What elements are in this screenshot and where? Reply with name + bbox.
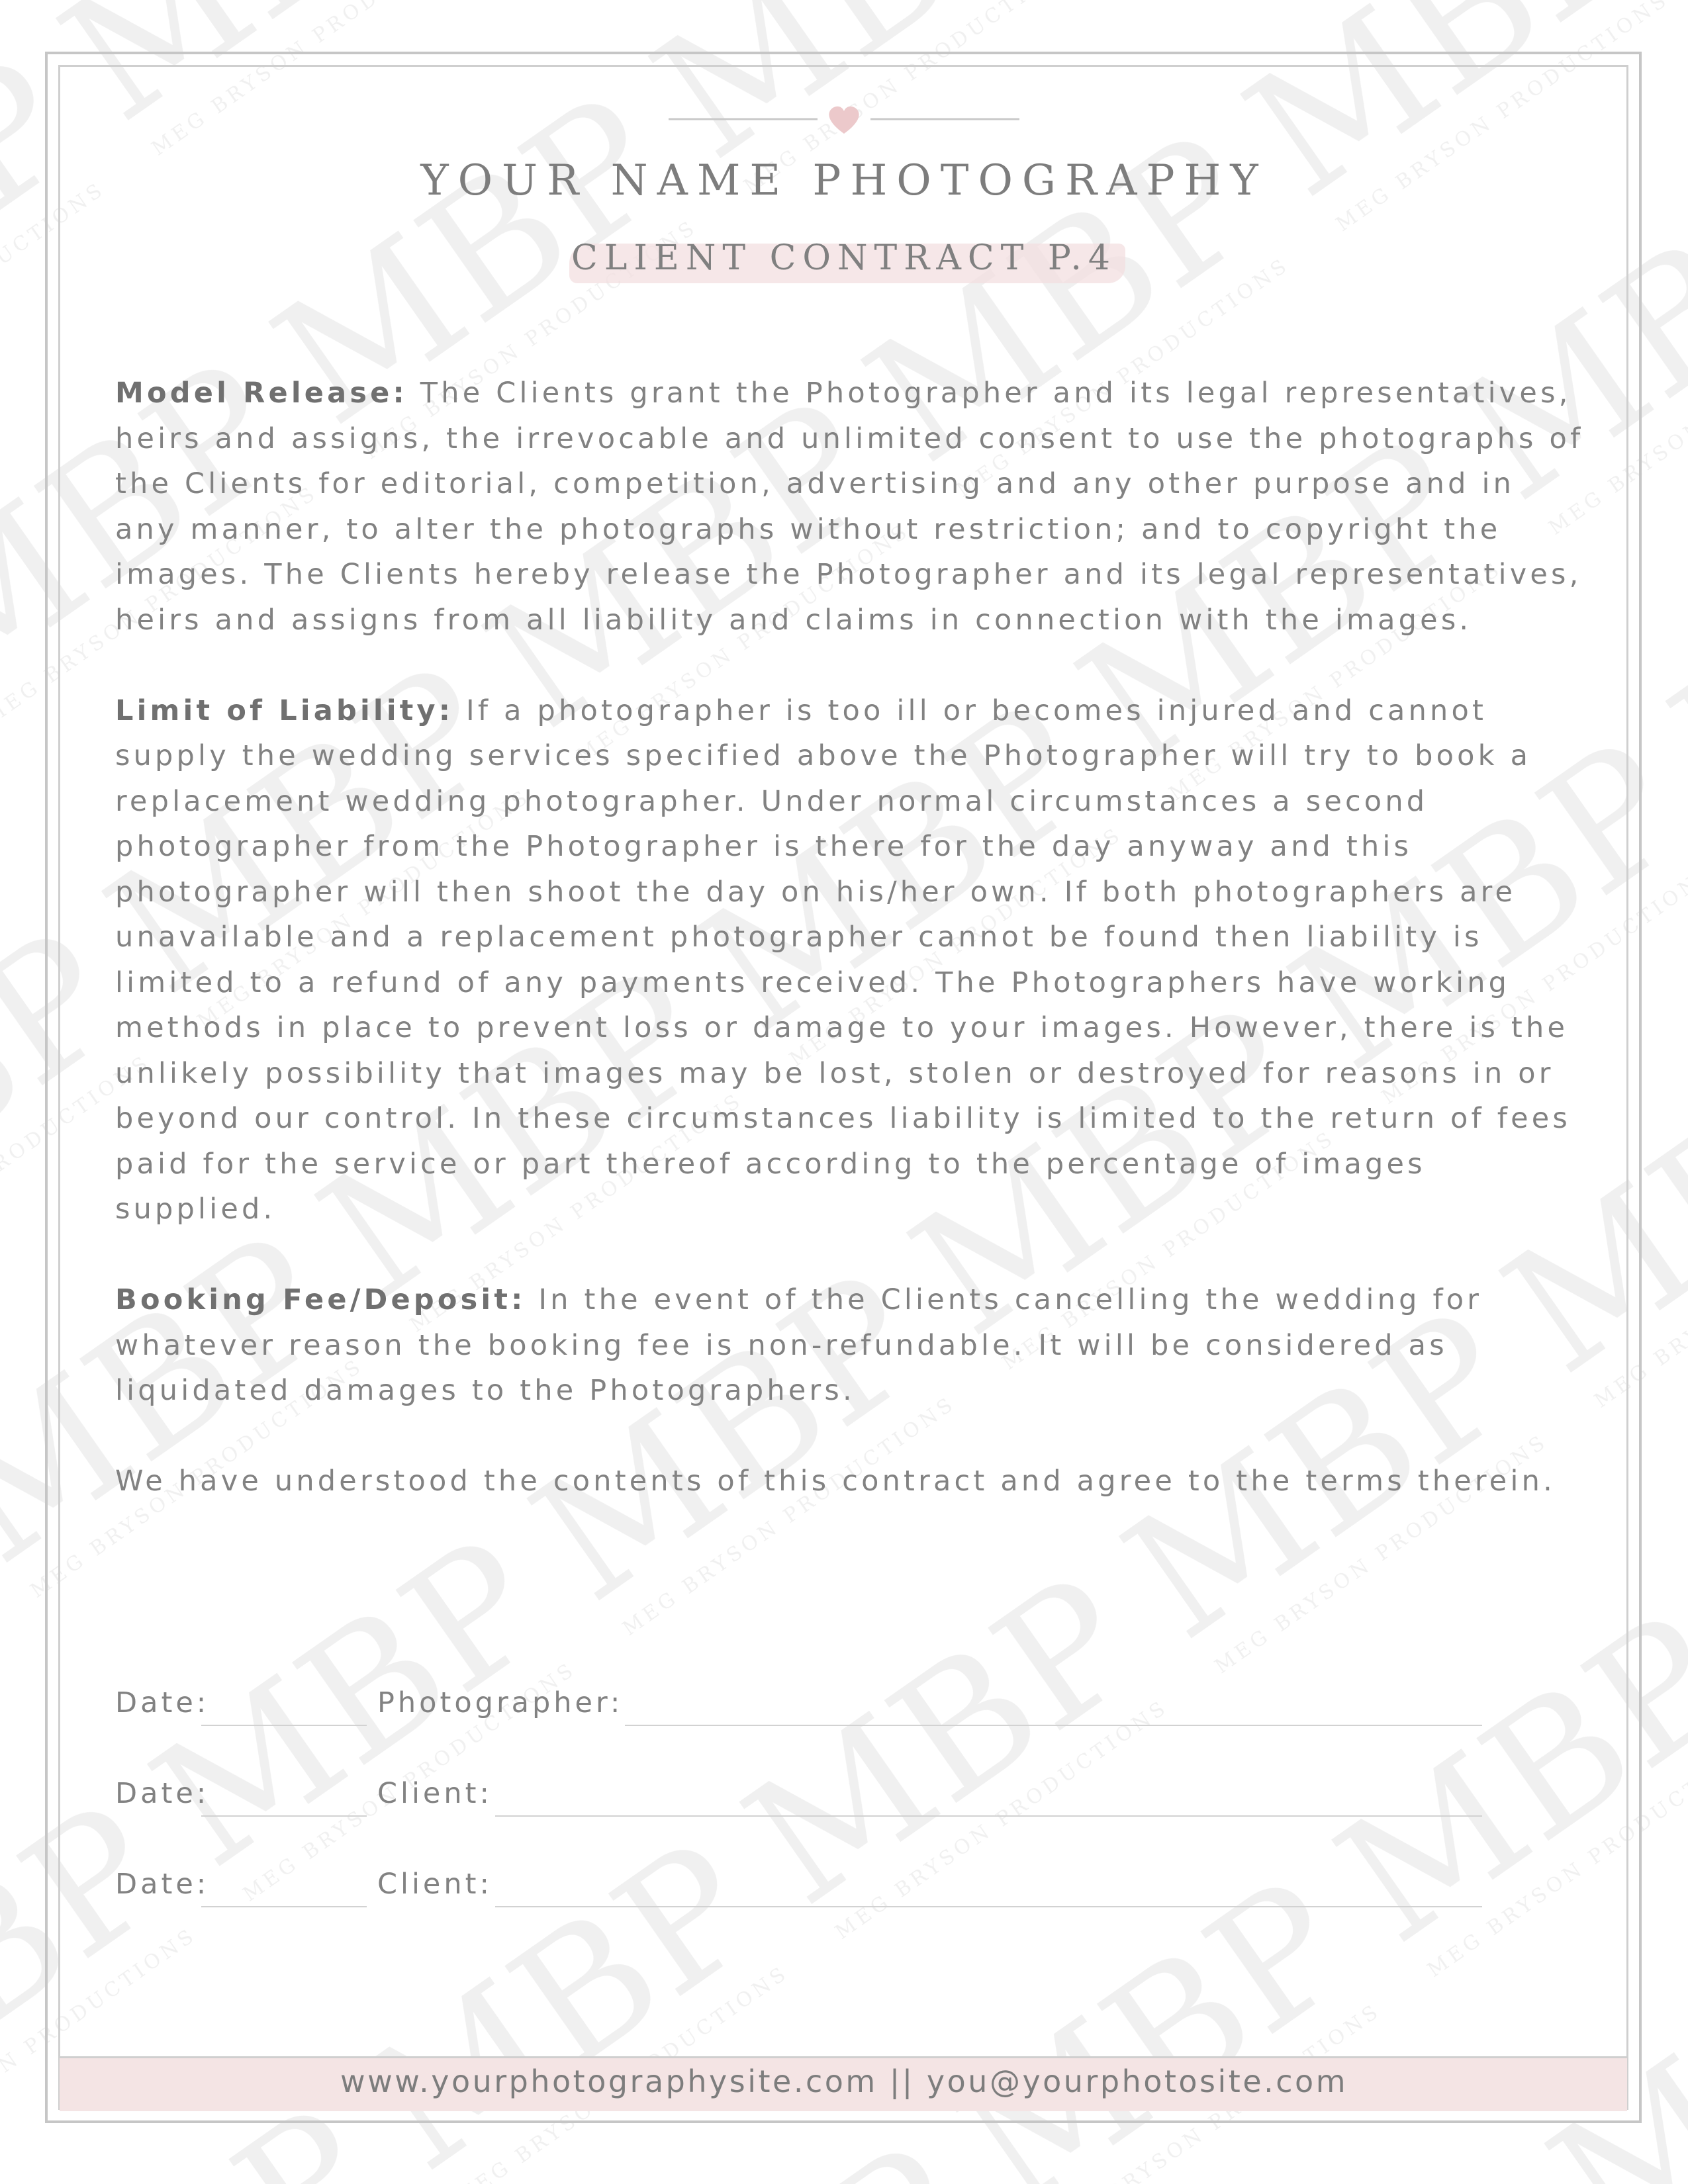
section-booking-fee bbox=[115, 1277, 1585, 1414]
section-text: In the event of the Clients cancelling the wedding for whatever reason the booking fee is non-refundable. It will be considered as liquidated damages to the Photographers. bbox=[115, 1283, 1483, 1407]
date-signature-line[interactable] bbox=[201, 1815, 367, 1817]
signature-row-photographer bbox=[115, 1686, 1482, 1733]
client-label: Client: bbox=[377, 1868, 492, 1901]
footer-contact: www.yourphotographysite.com || you@yourphotosite.com bbox=[340, 2064, 1348, 2099]
date-signature-line[interactable] bbox=[201, 1725, 367, 1726]
contract-body bbox=[115, 371, 1585, 1549]
section-text: If a photographer is too ill or becomes injured and cannot supply the wedding services specified above the Photographer will try to book a replacement wedding photographer. Under normal circumstances a second photographer from the Photographer is there for the day anyway and this photographer will then shoot the day on his/her own. If both photographers are unavailable and a replacement photographer cannot be found then liability is limited to a refund of any payments received. The Photographers have working methods in place to prevent loss or damage to your images. However, there is the unlikely possibility that images may be lost, stolen or destroyed for reasons in or beyond our control. In these circumstances liability is limited to the return of fees paid for the service or part thereof according to the percentage of images supplied. bbox=[115, 694, 1571, 1226]
section-heading: Limit of Liability: bbox=[115, 694, 454, 727]
section-model-release bbox=[115, 371, 1585, 643]
section-heading: Booking Fee/Deposit: bbox=[115, 1283, 526, 1316]
client-label: Client: bbox=[377, 1777, 492, 1810]
client-signature-line[interactable] bbox=[495, 1906, 1482, 1907]
section-limit-of-liability bbox=[115, 688, 1585, 1232]
date-label: Date: bbox=[115, 1777, 210, 1810]
page-title: YOUR NAME PHOTOGRAPHY bbox=[420, 156, 1268, 205]
heart-divider-ornament bbox=[669, 99, 1019, 139]
photographer-label: Photographer: bbox=[377, 1686, 624, 1719]
client-signature-line[interactable] bbox=[495, 1815, 1482, 1817]
signature-row-client-2 bbox=[115, 1868, 1482, 1914]
signature-row-client-1 bbox=[115, 1777, 1482, 1823]
date-signature-line[interactable] bbox=[201, 1906, 367, 1907]
section-text: The Clients grant the Photographer and its legal representatives, heirs and assigns, the irrevocable and unlimited consent to use the photographs of the Clients for editorial, competition, advertising and any other purpose and in any manner, to alter the photographs without restriction; and to copyright the images. The Clients hereby release the Photographer and its legal representatives, heirs and assigns from all liability and claims in connection with the images. bbox=[115, 377, 1584, 637]
date-label: Date: bbox=[115, 1868, 210, 1901]
page-subtitle: CLIENT CONTRACT P.4 bbox=[571, 238, 1117, 278]
heart-icon bbox=[829, 107, 859, 134]
section-heading: Model Release: bbox=[115, 377, 408, 410]
photographer-signature-line[interactable] bbox=[625, 1725, 1482, 1726]
date-label: Date: bbox=[115, 1686, 210, 1719]
agreement-statement: We have understood the contents of this contract and agree to the terms therein. bbox=[115, 1465, 1556, 1498]
